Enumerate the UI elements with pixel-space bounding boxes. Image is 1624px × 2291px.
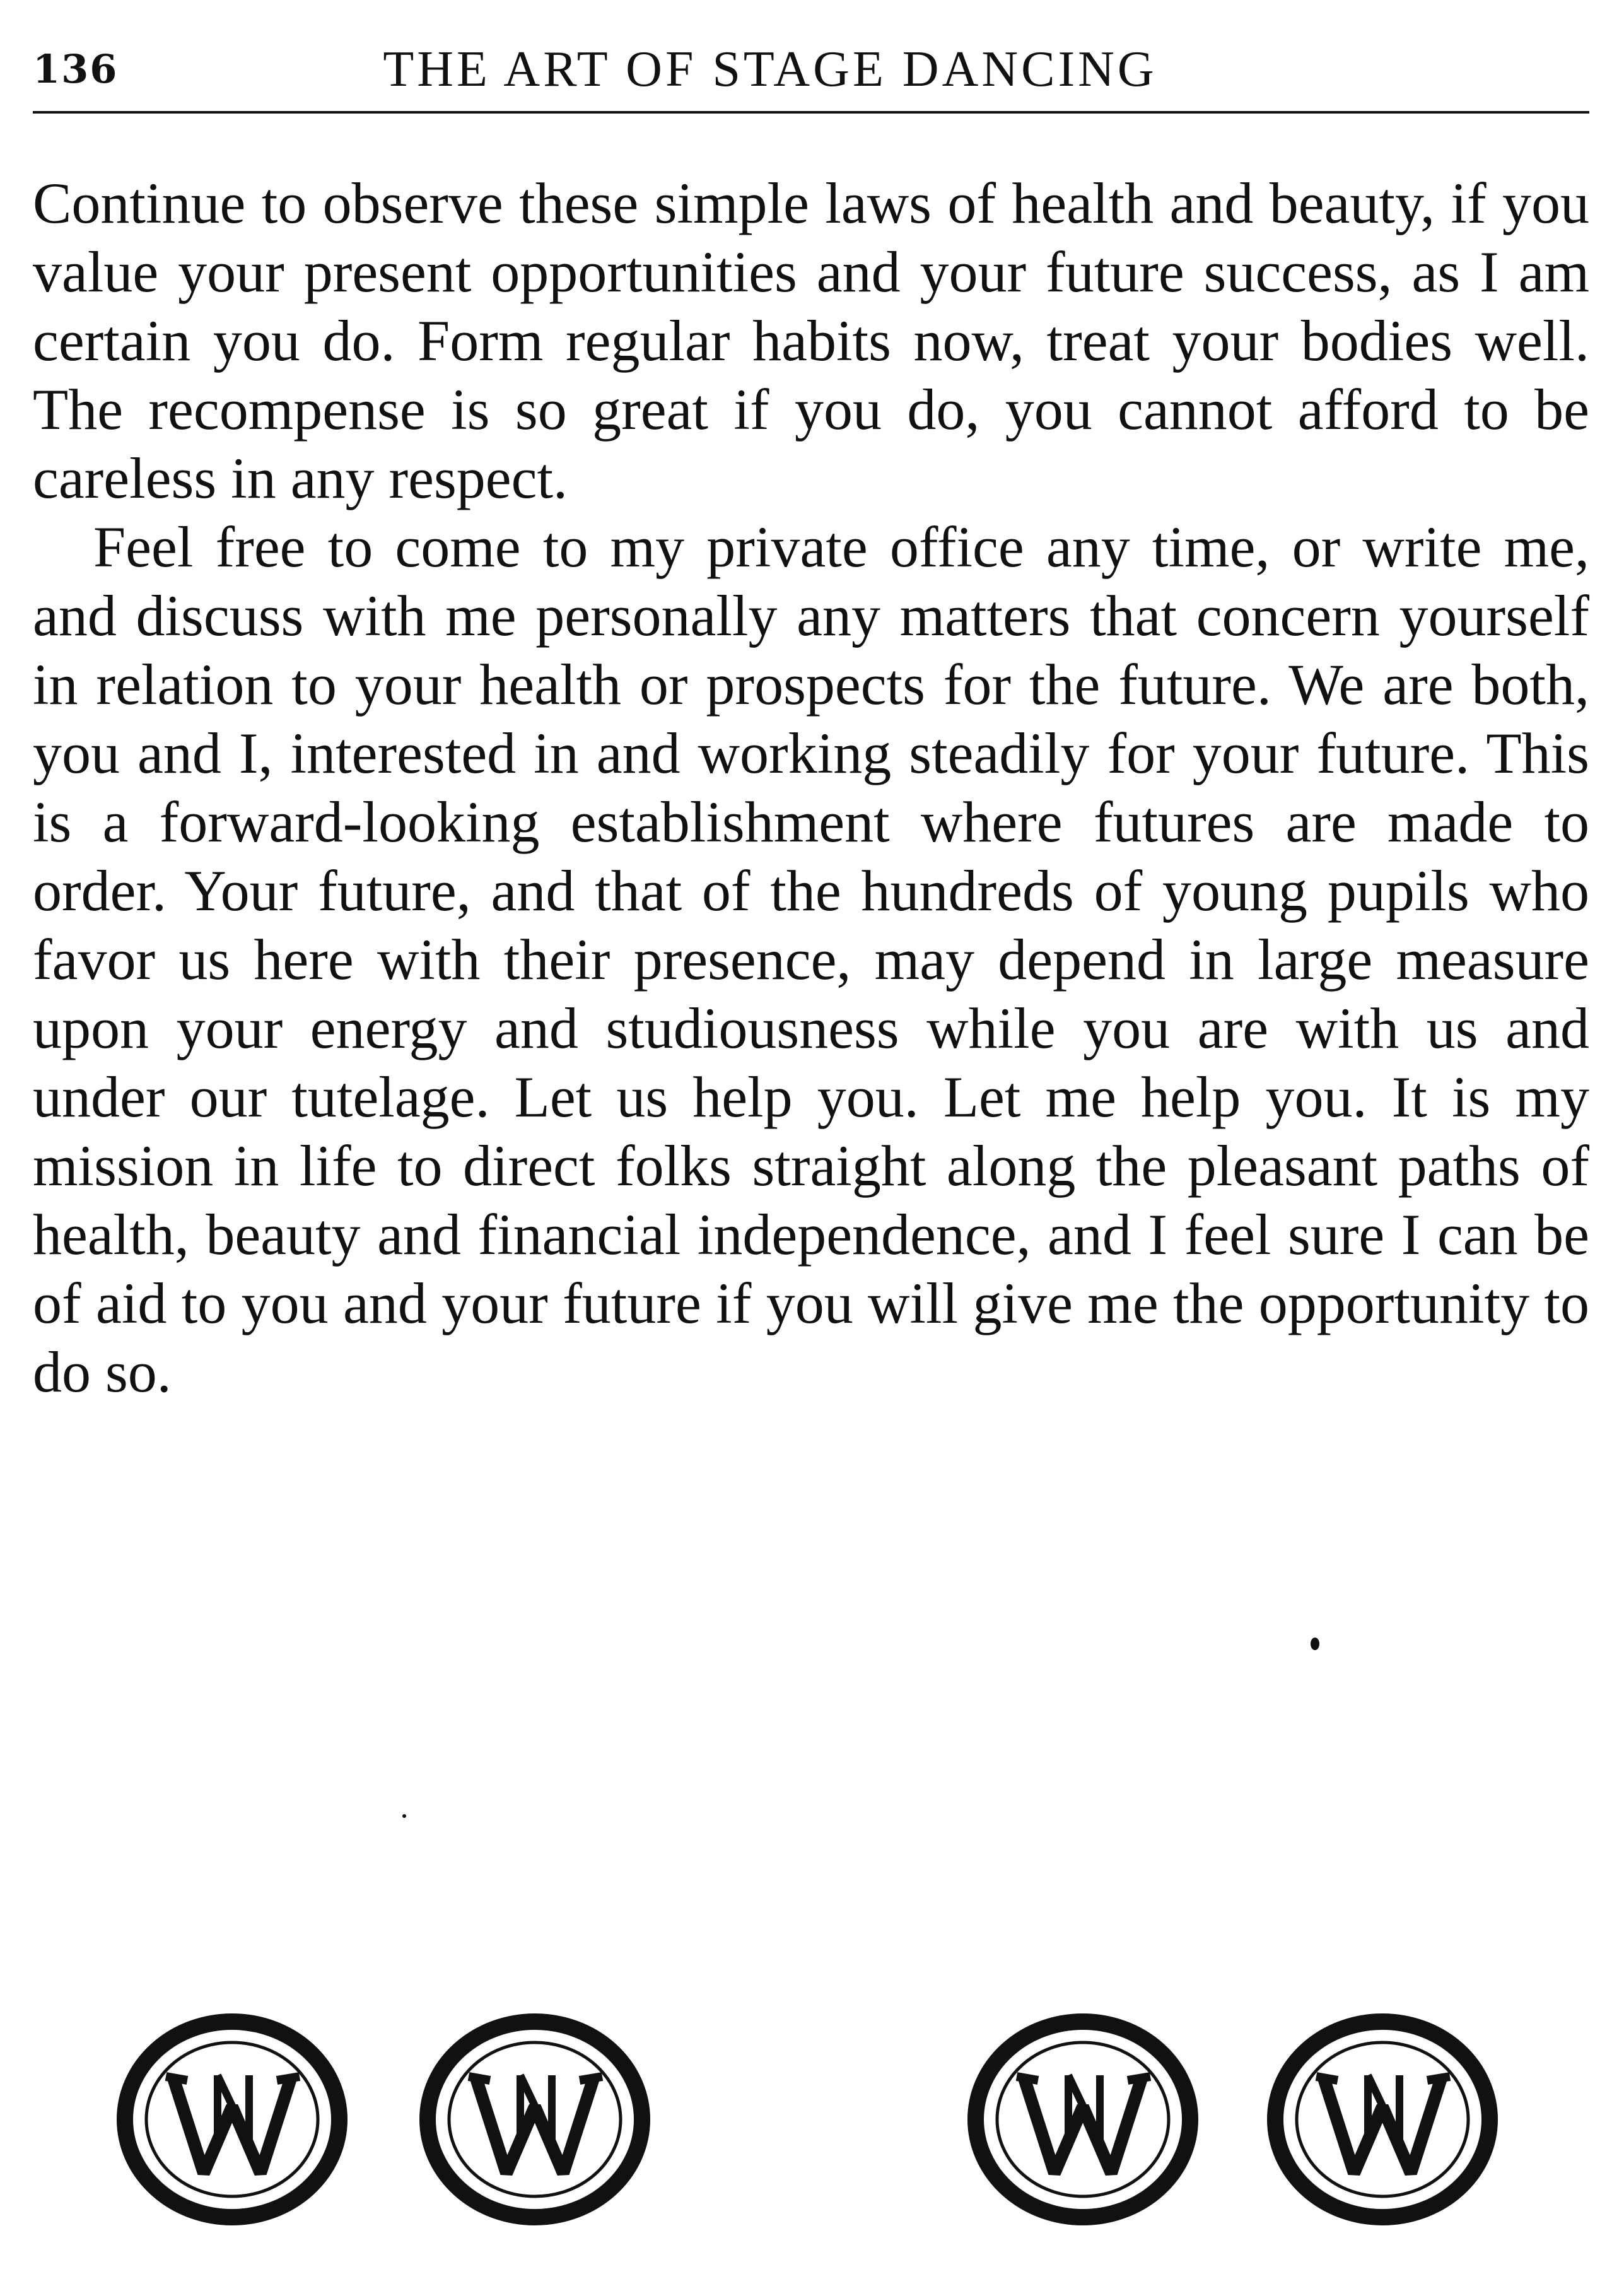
paragraph-1: Continue to observe these simple laws of health and beauty, if you value your present opportunities and your future success, as I am certain you do. Form regular habits now, treat your bodies well. The recompense is so great if you do, you cannot afford to be careless in any respect.	[33, 171, 1589, 510]
monogram-emblem-icon	[966, 2012, 1200, 2227]
monogram-emblem-icon	[418, 2012, 651, 2227]
print-speck	[402, 1814, 406, 1818]
page-number: 136	[33, 46, 119, 92]
emblem-row	[0, 2012, 1624, 2227]
monogram-emblem-graphic	[418, 2012, 651, 2227]
print-speck	[1311, 1638, 1319, 1650]
body-text	[33, 169, 1589, 1407]
monogram-emblem-icon	[115, 2012, 349, 2227]
monogram-emblem-graphic	[115, 2012, 349, 2227]
header-rule	[33, 111, 1589, 114]
running-title: THE ART OF STAGE DANCING	[383, 42, 1157, 97]
monogram-emblem-graphic	[966, 2012, 1200, 2227]
paragraph-2: Feel free to come to my private office any time, or write me, and discuss with me personally any matters that concern yourself in relation to your health or prospects for the future. We are both, you and I, interested in and working steadily for your future. This is a forward-looking establishment where futures are made to order. Your future, and that of the hundreds of young pupils who favor us here with their presence, may depend in large measure upon your energy and studiousness while you are with us and under our tutelage. Let us help you. Let me help you. It is my mission in life to direct folks straight along the pleasant paths of health, beauty and financial independence, and I feel sure I can be of aid to you and your future if you will give me the opportunity to do so.	[33, 515, 1589, 1404]
monogram-emblem-graphic	[1266, 2012, 1499, 2227]
running-head	[33, 38, 1589, 101]
monogram-emblem-icon	[1266, 2012, 1499, 2227]
